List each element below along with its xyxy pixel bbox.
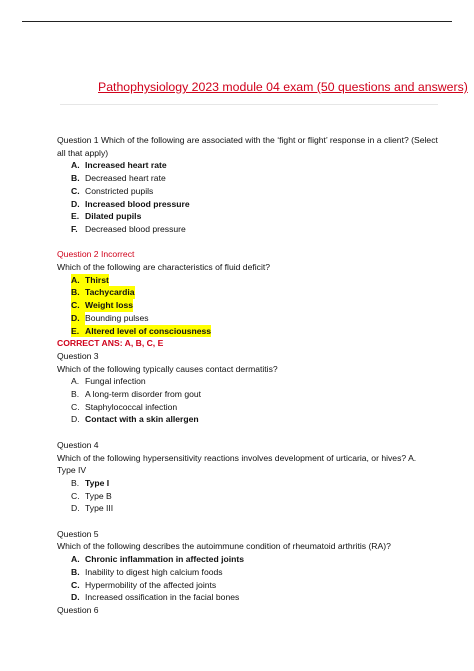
q1-option-b: B. Decreased heart rate (71, 173, 166, 184)
correct-answer: CORRECT ANS: A, B, C, E (57, 338, 164, 349)
question-5 (57, 528, 447, 604)
q4-option-c: C. Type B (71, 490, 112, 501)
question-5-text: Which of the following describes the autoimmune condition of rheumatoid arthritis (RA)? (57, 541, 391, 552)
q5-option-a: A. Chronic inflammation in affected joints (71, 554, 244, 565)
q4-option-d: D. Type III (71, 503, 114, 514)
q3-option-a: A. Fungal infection (71, 376, 146, 387)
question-1-options (57, 159, 447, 235)
question-4 (57, 439, 447, 515)
q2-option-d: D. Bounding pulses (71, 312, 149, 323)
q1-option-c: C. Constricted pupils (71, 185, 154, 196)
top-divider (22, 21, 452, 22)
q3-option-c: C. Staphylococcal infection (71, 401, 178, 412)
q5-option-c: C. Hypermobility of the affected joints (71, 579, 217, 590)
question-1 (57, 134, 447, 236)
q3-option-b: B. A long-term disorder from gout (71, 389, 202, 400)
question-5-options (57, 553, 447, 604)
q5-option-d: D. Increased ossification in the facial bones (71, 592, 240, 603)
question-3-options (57, 375, 447, 426)
title-divider (60, 104, 438, 105)
question-6 (57, 604, 447, 617)
q2-option-e: E. Altered level of consciousness (71, 325, 212, 336)
question-4-heading: Question 4 (57, 439, 99, 450)
q2-option-a: A. Thirst (71, 274, 109, 285)
question-4-text: Which of the following hypersensitivity reactions involves development of urticaria, or hives? A. Type IV (57, 452, 417, 476)
question-3 (57, 350, 447, 426)
question-3-heading: Question 3 (57, 350, 99, 361)
q1-option-a: A. Increased heart rate (71, 160, 167, 171)
question-2-heading: Question 2 Incorrect (57, 249, 135, 260)
q2-option-c: C. Weight loss (71, 300, 134, 311)
exam-content (57, 134, 447, 617)
question-2-text: Which of the following are characteristics of fluid deficit? (57, 262, 271, 273)
q1-option-d: D. Increased blood pressure (71, 198, 190, 209)
question-2-options (57, 274, 447, 338)
q3-option-d: D. Contact with a skin allergen (71, 414, 199, 425)
q5-option-b: B. Inability to digest high calcium foods (71, 566, 223, 577)
question-3-text: Which of the following typically causes contact dermatitis? (57, 363, 278, 374)
question-4-options (57, 477, 447, 515)
q4-option-b: B. Type I (71, 477, 110, 488)
question-5-heading: Question 5 (57, 528, 99, 539)
question-2 (57, 248, 447, 350)
q2-option-b: B. Tachycardia (71, 287, 135, 298)
question-6-heading: Question 6 (57, 604, 99, 615)
q1-option-e: E. Dilated pupils (71, 211, 142, 222)
question-1-text: Question 1 Which of the following are associated with the ‘fight or flight’ response in a client? (Select all that apply) (57, 135, 438, 158)
q1-option-f: F. Decreased blood pressure (71, 223, 186, 234)
document-title: Pathophysiology 2023 module 04 exam (50 questions and answers) (98, 80, 468, 94)
